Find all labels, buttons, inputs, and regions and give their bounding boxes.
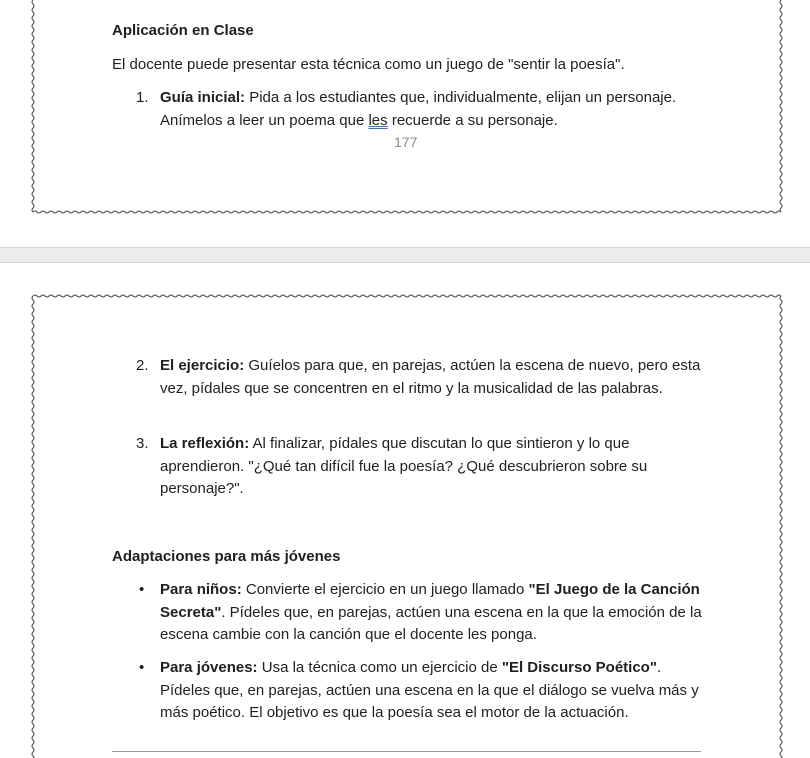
horizontal-rule	[112, 751, 701, 752]
list-marker: 2.	[136, 357, 149, 374]
item-label: La reflexión:	[160, 435, 250, 452]
list-marker: 1.	[136, 89, 149, 106]
item-emphasis: "El Discurso Poético"	[501, 659, 657, 676]
item-text-line2-end: recuerde a su personaje.	[387, 111, 558, 129]
item-text: Pida a los estudiantes que, individualmente, elijan un personaje.	[245, 89, 677, 106]
item-text-end: . Pídeles que, en parejas, actúen una escena en la que la emoción de la escena cambie con la canción que el docente les ponga.	[160, 603, 702, 643]
section-heading: Aplicación en Clase	[112, 22, 254, 39]
item-emphasis: "El Juego de la Canción Secreta"	[160, 581, 700, 621]
item-text: Guíelos para que, en parejas, actúen la escena de nuevo, pero esta vez, pídales que se concentren en el ritmo y la musicalidad de las palabras.	[160, 357, 701, 397]
list-marker: 3.	[136, 435, 149, 452]
item-label: El ejercicio:	[160, 357, 245, 374]
item-label: Para niños:	[160, 581, 242, 598]
bullet-marker: •	[139, 659, 145, 676]
proofing-underlined-word[interactable]: les	[368, 111, 388, 129]
item-label: Guía inicial:	[160, 89, 246, 106]
page-number: 177	[394, 134, 418, 150]
item-text-line2: Anímelos a leer un poema que	[160, 111, 369, 129]
item-text-end: . Pídeles que, en parejas, actúen una escena en la que el diálogo se vuelva más y más poético. El objetivo es que la poesía sea el motor de la actuación.	[160, 659, 699, 721]
item-text: Usa la técnica como un ejercicio de	[257, 659, 502, 676]
document-page-2	[0, 263, 810, 758]
item-label: Para jóvenes:	[160, 659, 258, 676]
list-item-3	[136, 433, 706, 501]
bullet-item-2	[136, 657, 706, 725]
list-item-1	[136, 87, 706, 132]
intro-paragraph: El docente puede presentar esta técnica como un juego de "sentir la poesía".	[112, 56, 625, 73]
bullet-marker: •	[139, 581, 145, 598]
bullet-item-1	[136, 579, 706, 647]
list-item-2	[136, 355, 706, 400]
section-heading: Adaptaciones para más jóvenes	[112, 548, 341, 565]
item-text: Al finalizar, pídales que discutan lo que sintieron y lo que aprendieron. "¿Qué tan difícil fue la poesía? ¿Qué descubrieron sobre su personaje?".	[160, 435, 648, 497]
page-gap	[0, 247, 810, 263]
item-text: Convierte el ejercicio en un juego llamado	[241, 581, 529, 598]
document-page-1	[0, 0, 810, 247]
